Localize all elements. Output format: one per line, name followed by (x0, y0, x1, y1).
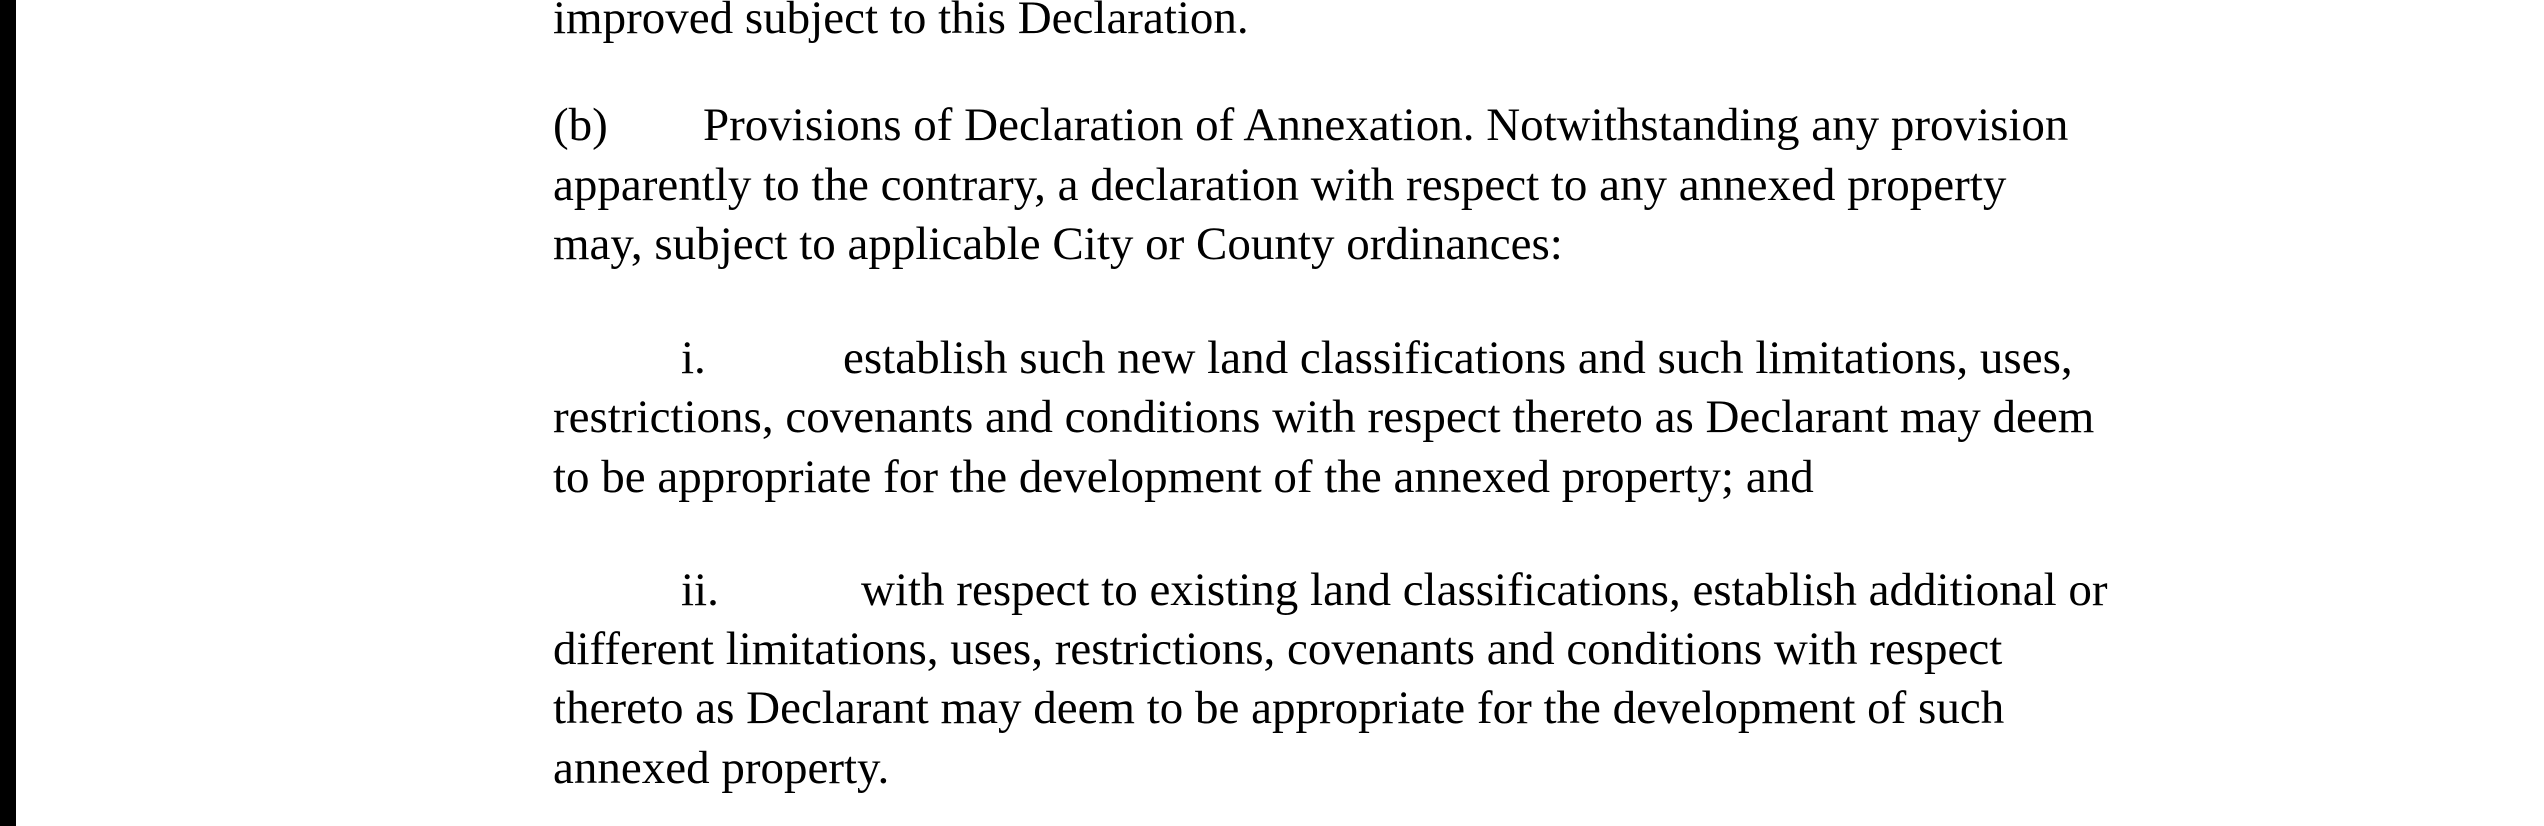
item-ii-line-4 (553, 738, 889, 798)
item-ii-text-3: thereto as Declarant may deem to be appropriate for the development of such (553, 682, 2005, 734)
section-b-text-3: may, subject to applicable City or County ordinances: (553, 218, 1563, 270)
item-i-text-1: establish such new land classifications and such limitations, uses, (843, 332, 2073, 384)
section-b-text-1: Provisions of Declaration of Annexation. Notwithstanding any provision (703, 99, 2069, 151)
intro-text: improved subject to this Declaration. (553, 0, 1249, 44)
item-i-line-2 (553, 387, 2094, 447)
section-b-text-2: apparently to the contrary, a declaration with respect to any annexed property (553, 159, 2007, 211)
item-ii-label: ii. (681, 564, 719, 616)
scan-left-border (0, 0, 16, 826)
item-ii-text-4: annexed property. (553, 742, 890, 794)
intro-line (553, 0, 1249, 48)
item-ii-text-1: with respect to existing land classifications, establish additional or (861, 564, 2108, 616)
section-b-line-3 (553, 214, 1563, 274)
item-i-label: i. (681, 332, 706, 384)
item-ii-line-3 (553, 678, 2004, 738)
item-ii-line-1 (553, 560, 2108, 620)
section-b-line-2 (553, 155, 2006, 215)
item-i-text-3: to be appropriate for the development of the annexed property; and (553, 451, 1814, 503)
item-i-text-2: restrictions, covenants and conditions with respect thereto as Declarant may deem (553, 391, 2095, 443)
item-ii-line-2 (553, 619, 2002, 679)
item-i-line-1 (553, 328, 2073, 388)
item-i-line-3 (553, 447, 1814, 507)
item-ii-text-2: different limitations, uses, restrictions, covenants and conditions with respect (553, 623, 2003, 675)
section-b-line-1 (553, 95, 2068, 155)
section-b-label: (b) (553, 99, 608, 151)
